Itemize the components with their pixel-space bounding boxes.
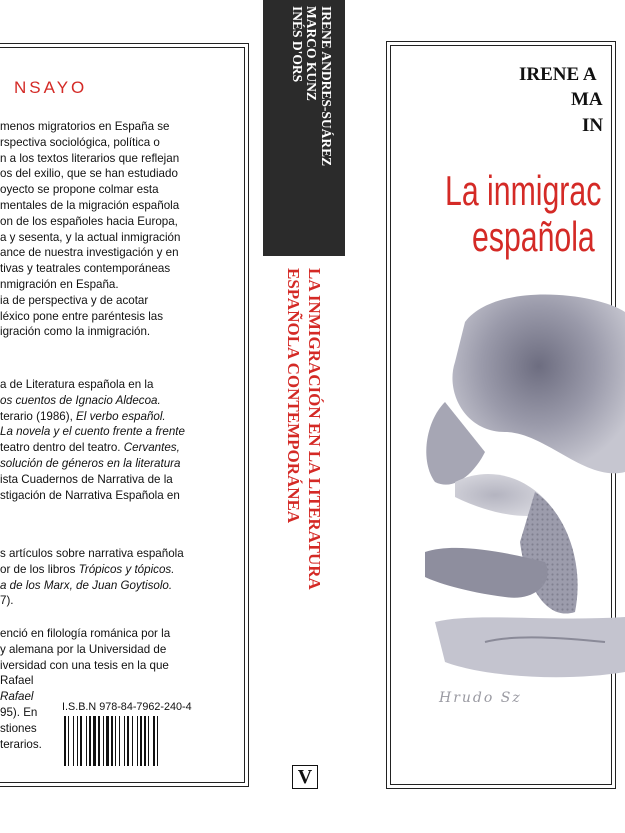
blurb-text: iversidad con una tesis en la que [0, 658, 169, 672]
barcode-bar [153, 716, 155, 766]
blurb-italic-text: Cervantes, [123, 441, 180, 455]
spine-author-band [263, 0, 345, 256]
blurb-line [0, 440, 200, 456]
blurb-text: y alemana por la Universidad de [0, 642, 167, 656]
barcode-bar [89, 716, 91, 766]
blurb-italic-text: os cuentos de Ignacio Aldecoa. [0, 393, 161, 407]
front-cover [345, 0, 604, 833]
blurb-text: terarios. [0, 737, 42, 751]
blurb-line [0, 578, 200, 594]
blurb-line [0, 377, 200, 393]
blurb-text: stiones [0, 721, 37, 735]
barcode-bar [124, 716, 125, 766]
blurb-text: s artículos sobre narrativa española [0, 547, 184, 560]
blurb-line [0, 472, 200, 488]
spine-author: INÉS D'ORS [290, 6, 305, 83]
barcode-bar [93, 716, 96, 766]
blurb-italic-text: El verbo español. [76, 409, 166, 423]
watercolor-artwork [425, 282, 625, 722]
blurb-line [0, 626, 200, 642]
barcode-bar [111, 716, 113, 766]
blurb-line [0, 658, 200, 674]
barcode-bar [77, 716, 78, 766]
barcode-bar [144, 716, 146, 766]
blurb-text: 95). En [0, 705, 38, 719]
barcode-bar [68, 716, 69, 766]
blurb-line [0, 642, 200, 658]
barcode-bar [132, 716, 133, 766]
spine [263, 0, 345, 833]
spine-authors [263, 6, 333, 256]
artist-signature: Hrudo Sz [439, 690, 522, 706]
blurb-line [0, 393, 200, 409]
barcode-bar [106, 716, 109, 766]
front-author: MA [571, 89, 603, 110]
blurb-text: 7). [0, 594, 14, 608]
blurb-line: igración como la inmigración. [0, 325, 151, 339]
blurb-text: teatro dentro del teatro. [0, 441, 124, 455]
spine-author: IRENE ANDRES-SUÁREZ [319, 6, 334, 167]
blurb-line [0, 593, 200, 609]
barcode-bar [127, 716, 129, 766]
blurb-line: mentales de la migración española [0, 198, 180, 212]
blurb-text: ista Cuadernos de Narrativa de la [0, 472, 173, 486]
blurb-line [0, 456, 200, 472]
blurb-text: enció en filología románica por la [0, 627, 171, 640]
barcode-bar [73, 716, 74, 766]
blurb-text: Rafael [0, 674, 34, 688]
spine-author: MARCO KUNZ [304, 6, 320, 101]
barcode [62, 716, 196, 766]
barcode-bar [80, 716, 82, 766]
blurb-line: ance de nuestra investigación y en [0, 246, 179, 260]
isbn-number: I.S.B.N 978-84-7962-240-4 [62, 701, 192, 713]
barcode-bar [148, 716, 149, 766]
barcode-bar [98, 716, 100, 766]
back-cover [0, 0, 263, 833]
blurb-line [0, 562, 200, 578]
blurb-italic-text: La novela y el cuento frente a frente [0, 425, 185, 439]
blurb-line [0, 409, 200, 425]
front-author: IRENE A [519, 64, 597, 85]
spine-title-line: ESPAÑOLA CONTEMPORÁNEA [284, 268, 303, 524]
front-author: IN [582, 115, 604, 136]
barcode-bar [157, 716, 158, 766]
front-title-line: española [472, 213, 595, 260]
blurb-text: terario (1986), [0, 409, 77, 423]
publisher-logo: V [292, 765, 318, 789]
blurb-line: menos migratorios en España se [0, 120, 170, 133]
blurb-line: nmigración en España. [0, 277, 119, 291]
blurb-text: a de Literatura española en la [0, 378, 154, 391]
blurb-italic-text: solución de géneros en la literatura [0, 456, 181, 470]
blurb-italic-text: Trópicos y tópicos. [78, 562, 175, 576]
barcode-bar [64, 716, 66, 766]
blurb-line: n a los textos literarios que reflejan [0, 151, 180, 165]
blurb-line: oyecto se propone colmar esta [0, 183, 159, 197]
blurb-line: ia de perspectiva y de acotar [0, 293, 149, 307]
barcode-bar [86, 716, 87, 766]
blurb-line: tivas y teatrales contemporáneas [0, 262, 171, 276]
blurb-text: stigación de Narrativa Española en [0, 488, 180, 502]
barcode-bar [103, 716, 104, 766]
blurb-line [0, 673, 200, 689]
blurb-line: os del exilio, que se han estudiado [0, 167, 178, 181]
blurb-line [0, 488, 200, 504]
spine-title [283, 268, 325, 708]
blurb-italic-text: a de los Marx, de Juan Goytisolo. [0, 578, 173, 592]
blurb-line [0, 424, 200, 440]
blurb-line: a y sesenta, y la actual inmigración [0, 230, 181, 244]
blurb-line: léxico pone entre paréntesis las [0, 309, 164, 323]
isbn-block [58, 699, 204, 771]
blurb-line [0, 546, 200, 562]
barcode-bar [115, 716, 116, 766]
blurb-paragraph-2 [0, 377, 200, 503]
blurb-paragraph-3 [0, 546, 200, 609]
series-label: NSAYO [14, 78, 88, 97]
barcode-bar [140, 716, 142, 766]
blurb-line: rspectiva sociológica, política o [0, 135, 160, 149]
blurb-line: on de los españoles hacia Europa, [0, 214, 178, 228]
barcode-bar [119, 716, 120, 766]
front-title-line: La inmigrac [445, 167, 602, 214]
barcode-bar [137, 716, 138, 766]
blurb-paragraph-1 [0, 119, 200, 340]
blurb-italic-text: Rafael [0, 690, 34, 704]
spine-title-line: LA INMIGRACIÓN EN LA LITERATURA [305, 268, 324, 590]
blurb-text: or de los libros [0, 562, 79, 576]
